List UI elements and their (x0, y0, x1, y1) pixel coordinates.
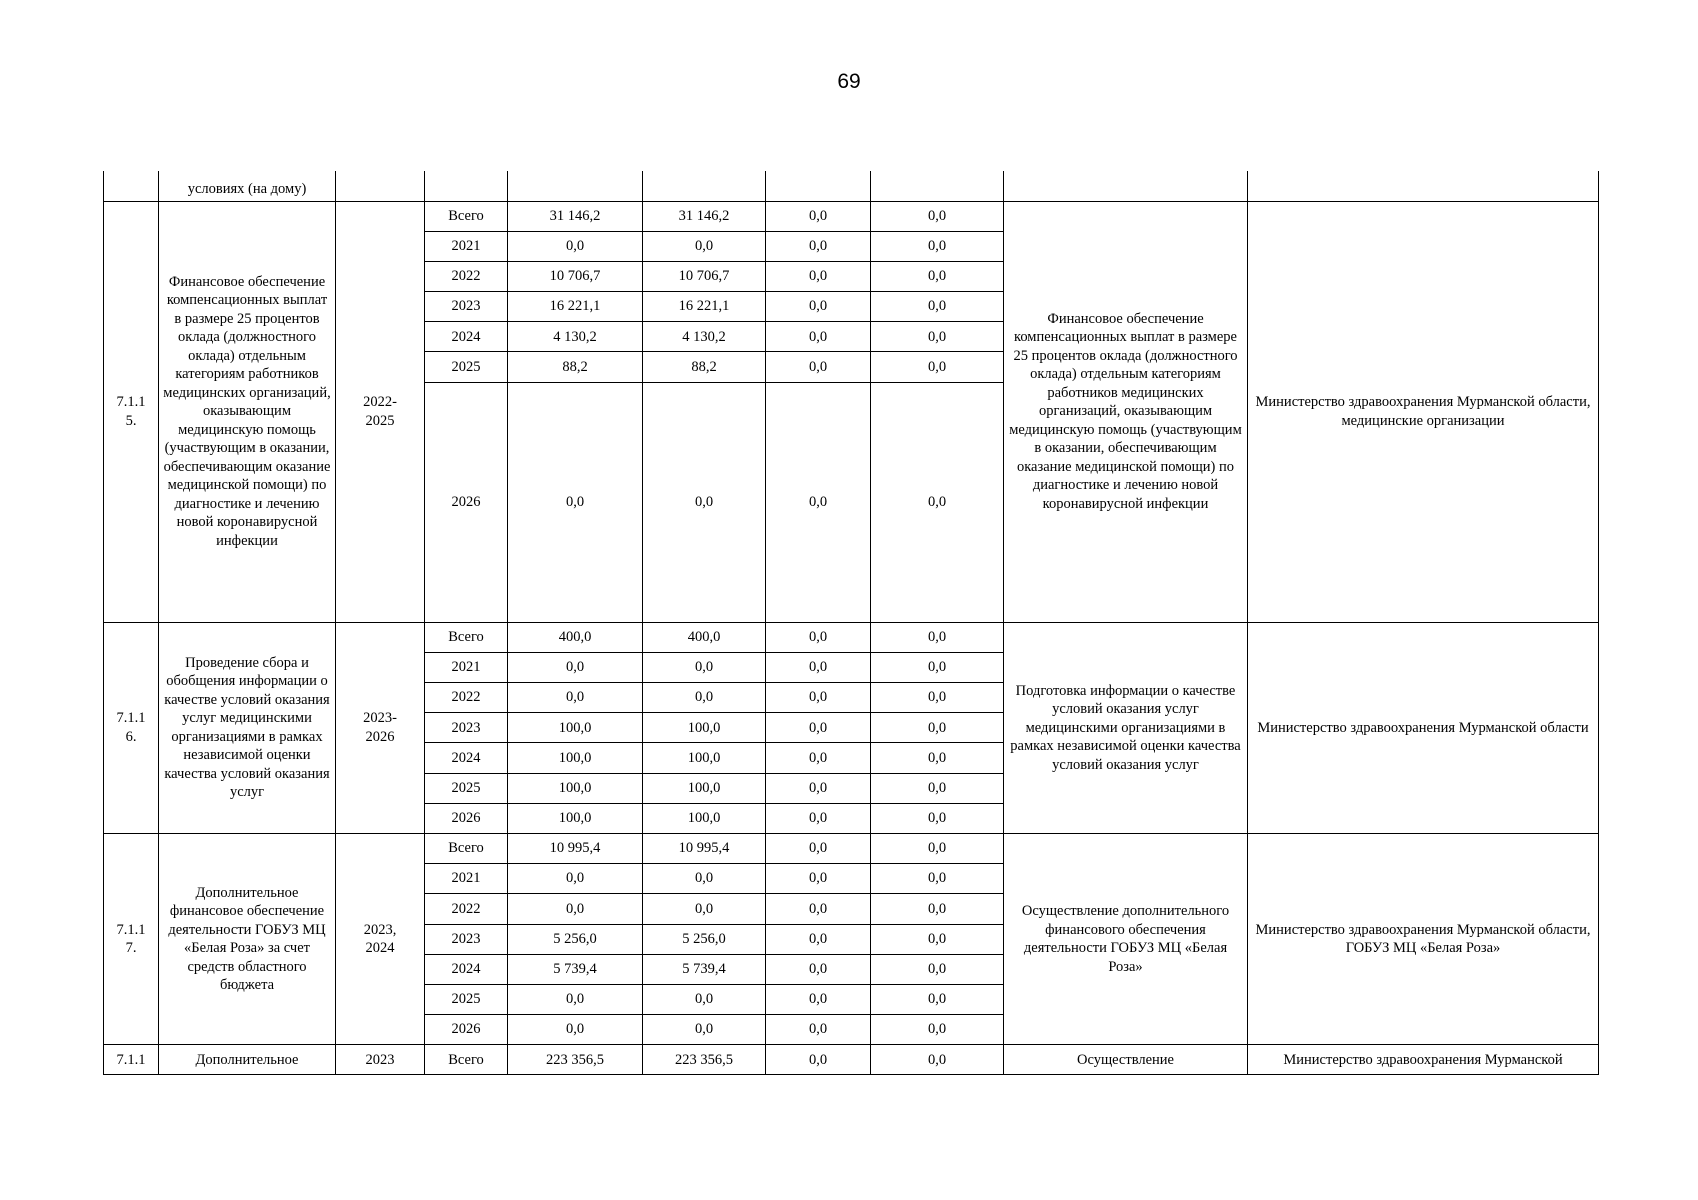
amount-total: 0,0 (508, 864, 643, 894)
amount-regional: 0,0 (643, 382, 766, 622)
year-label: 2025 (425, 773, 508, 803)
amount-federal: 0,0 (766, 954, 871, 984)
total-cell (508, 171, 643, 201)
year-label: 2025 (425, 352, 508, 382)
table-row (104, 201, 1599, 231)
amount-regional: 88,2 (643, 352, 766, 382)
amount-regional: 0,0 (643, 894, 766, 924)
amount-other: 0,0 (871, 833, 1004, 863)
amount-regional: 10 706,7 (643, 261, 766, 291)
year-label: 2022 (425, 894, 508, 924)
year-label: Всего (425, 1045, 508, 1075)
amount-other: 0,0 (871, 231, 1004, 261)
year-label: 2021 (425, 864, 508, 894)
activity-period: 2023- 2026 (336, 622, 425, 833)
activity-code: 7.1.1 7. (104, 833, 159, 1044)
year-cell (425, 171, 508, 201)
year-label: Всего (425, 833, 508, 863)
program-activities-table (103, 171, 1599, 1075)
activity-code: 7.1.1 6. (104, 622, 159, 833)
activity-period: 2023, 2024 (336, 833, 425, 1044)
table-row (104, 833, 1599, 863)
year-label: 2021 (425, 652, 508, 682)
amount-federal: 0,0 (766, 382, 871, 622)
activity-name-cell: условиях (на дому) (159, 171, 336, 201)
amount-total: 100,0 (508, 743, 643, 773)
year-label: 2022 (425, 683, 508, 713)
amount-total: 223 356,5 (508, 1045, 643, 1075)
expected-result: Финансовое обеспечение компенсационных выплат в размере 25 процентов оклада (должностного оклада) отдельным категориям работников медицинских организаций, оказывающим медицинскую помощь (участвующим в оказании, обеспечивающим оказание медицинской помощи) по диагностике и лечению новой коронавирусной инфекции (1004, 201, 1248, 622)
expected-result: Осуществление дополнительного финансового обеспечения деятельности ГОБУЗ МЦ «Белая Роза» (1004, 833, 1248, 1044)
year-label: 2023 (425, 292, 508, 322)
amount-regional: 0,0 (643, 1015, 766, 1045)
amount-total: 5 739,4 (508, 954, 643, 984)
amount-total: 10 706,7 (508, 261, 643, 291)
amount-regional: 100,0 (643, 743, 766, 773)
amount-regional: 31 146,2 (643, 201, 766, 231)
amount-other: 0,0 (871, 864, 1004, 894)
activity-name: Проведение сбора и обобщения информации о качестве условий оказания услуг медицинскими организациями в рамках независимой оценки качества условий оказания услуг (159, 622, 336, 833)
amount-regional: 16 221,1 (643, 292, 766, 322)
amount-regional: 0,0 (643, 652, 766, 682)
amount-total: 100,0 (508, 713, 643, 743)
year-label: 2021 (425, 231, 508, 261)
amount-federal: 0,0 (766, 894, 871, 924)
amount-total: 88,2 (508, 352, 643, 382)
amount-total: 5 256,0 (508, 924, 643, 954)
amount-regional: 0,0 (643, 231, 766, 261)
activity-period: 2022- 2025 (336, 201, 425, 622)
amount-federal: 0,0 (766, 803, 871, 833)
year-label: 2023 (425, 713, 508, 743)
expected-result: Подготовка информации о качестве условий оказания услуг медицинскими организациями в рамках независимой оценки качества условий оказания услуг (1004, 622, 1248, 833)
amount-federal: 0,0 (766, 322, 871, 352)
amount-federal: 0,0 (766, 713, 871, 743)
amount-federal: 0,0 (766, 984, 871, 1014)
executor: Министерство здравоохранения Мурманской области (1248, 622, 1599, 833)
activity-name: Дополнительное финансовое обеспечение деятельности ГОБУЗ МЦ «Белая Роза» за счет средств областного бюджета (159, 833, 336, 1044)
amount-other: 0,0 (871, 803, 1004, 833)
amount-total: 4 130,2 (508, 322, 643, 352)
activity-code: 7.1.1 (104, 1045, 159, 1075)
activity-name: Финансовое обеспечение компенсационных выплат в размере 25 процентов оклада (должностного оклада) отдельным категориям работников медицинских организаций, оказывающим медицинскую помощь (участвующим в оказании, обеспечивающим оказание медицинской помощи) по диагностике и лечению новой коронавирусной инфекции (159, 201, 336, 622)
amount-federal: 0,0 (766, 833, 871, 863)
amount-regional: 4 130,2 (643, 322, 766, 352)
amount-regional: 0,0 (643, 683, 766, 713)
amount-other: 0,0 (871, 713, 1004, 743)
amount-other: 0,0 (871, 652, 1004, 682)
amount-total: 0,0 (508, 1015, 643, 1045)
federal-cell (766, 171, 871, 201)
amount-other: 0,0 (871, 622, 1004, 652)
amount-total: 0,0 (508, 382, 643, 622)
amount-total: 0,0 (508, 984, 643, 1014)
other-cell (871, 171, 1004, 201)
year-label: 2026 (425, 382, 508, 622)
amount-federal: 0,0 (766, 743, 871, 773)
amount-total: 31 146,2 (508, 201, 643, 231)
amount-other: 0,0 (871, 382, 1004, 622)
amount-regional: 100,0 (643, 773, 766, 803)
table-row-partial (104, 1045, 1599, 1075)
page-number: 69 (837, 70, 861, 93)
activity-name: Дополнительное (159, 1045, 336, 1075)
executor: Министерство здравоохранения Мурманской (1248, 1045, 1599, 1075)
amount-other: 0,0 (871, 201, 1004, 231)
amount-other: 0,0 (871, 261, 1004, 291)
amount-federal: 0,0 (766, 261, 871, 291)
table-body (104, 171, 1599, 1075)
amount-federal: 0,0 (766, 683, 871, 713)
year-label: 2024 (425, 743, 508, 773)
amount-other: 0,0 (871, 924, 1004, 954)
period-cell (336, 171, 425, 201)
amount-federal: 0,0 (766, 292, 871, 322)
amount-other: 0,0 (871, 352, 1004, 382)
amount-federal: 0,0 (766, 1045, 871, 1075)
result-cell (1004, 171, 1248, 201)
executor-cell (1248, 171, 1599, 201)
year-label: Всего (425, 201, 508, 231)
amount-other: 0,0 (871, 292, 1004, 322)
amount-other: 0,0 (871, 322, 1004, 352)
amount-total: 10 995,4 (508, 833, 643, 863)
amount-total: 0,0 (508, 894, 643, 924)
amount-regional: 0,0 (643, 864, 766, 894)
year-label: 2023 (425, 924, 508, 954)
amount-regional: 5 256,0 (643, 924, 766, 954)
executor: Министерство здравоохранения Мурманской области, медицинские организации (1248, 201, 1599, 622)
code-cell (104, 171, 159, 201)
amount-federal: 0,0 (766, 352, 871, 382)
year-label: 2024 (425, 954, 508, 984)
amount-regional: 10 995,4 (643, 833, 766, 863)
amount-federal: 0,0 (766, 201, 871, 231)
amount-other: 0,0 (871, 894, 1004, 924)
amount-regional: 5 739,4 (643, 954, 766, 984)
continuation-row (104, 171, 1599, 201)
year-label: Всего (425, 622, 508, 652)
amount-other: 0,0 (871, 1045, 1004, 1075)
activity-code: 7.1.1 5. (104, 201, 159, 622)
amount-regional: 223 356,5 (643, 1045, 766, 1075)
year-label: 2026 (425, 1015, 508, 1045)
amount-other: 0,0 (871, 984, 1004, 1014)
amount-regional: 0,0 (643, 984, 766, 1014)
executor: Министерство здравоохранения Мурманской области, ГОБУЗ МЦ «Белая Роза» (1248, 833, 1599, 1044)
amount-total: 16 221,1 (508, 292, 643, 322)
amount-federal: 0,0 (766, 1015, 871, 1045)
amount-regional: 100,0 (643, 803, 766, 833)
amount-total: 100,0 (508, 773, 643, 803)
amount-federal: 0,0 (766, 924, 871, 954)
amount-total: 0,0 (508, 652, 643, 682)
year-label: 2026 (425, 803, 508, 833)
amount-total: 400,0 (508, 622, 643, 652)
year-label: 2025 (425, 984, 508, 1014)
regional-cell (643, 171, 766, 201)
amount-federal: 0,0 (766, 652, 871, 682)
amount-total: 0,0 (508, 683, 643, 713)
amount-other: 0,0 (871, 954, 1004, 984)
amount-other: 0,0 (871, 773, 1004, 803)
amount-other: 0,0 (871, 1015, 1004, 1045)
amount-total: 0,0 (508, 231, 643, 261)
activity-period: 2023 (336, 1045, 425, 1075)
amount-other: 0,0 (871, 683, 1004, 713)
year-label: 2024 (425, 322, 508, 352)
amount-federal: 0,0 (766, 622, 871, 652)
amount-federal: 0,0 (766, 231, 871, 261)
amount-total: 100,0 (508, 803, 643, 833)
expected-result: Осуществление (1004, 1045, 1248, 1075)
amount-regional: 400,0 (643, 622, 766, 652)
year-label: 2022 (425, 261, 508, 291)
amount-other: 0,0 (871, 743, 1004, 773)
table-row (104, 622, 1599, 652)
amount-regional: 100,0 (643, 713, 766, 743)
amount-federal: 0,0 (766, 773, 871, 803)
amount-federal: 0,0 (766, 864, 871, 894)
